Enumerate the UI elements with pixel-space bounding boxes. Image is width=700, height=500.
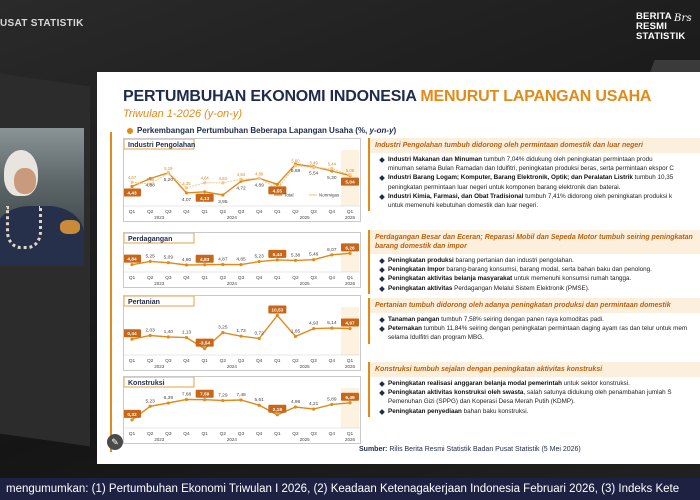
insight-item [382,275,700,283]
chart-svg-3 [124,377,360,443]
insight-item [382,334,700,342]
quarter-tick: Q2 [292,359,299,364]
quarter-tick: Q1 [201,432,208,437]
source-tag: USAT STATISTIK [0,18,84,29]
insight-box-2 [368,298,700,344]
data-point [203,347,206,350]
chart-title: Konstruksi [128,379,165,387]
quarter-tick: Q2 [219,432,227,437]
data-label: 7,59 [199,392,210,398]
data-label: 5,23 [254,254,264,260]
quarter-tick: Q4 [183,276,190,281]
pen-tool-button[interactable]: ✎ [107,434,123,450]
insight-item-text: Pemenuhan Gizi (SPPG) dan Koperasi Desa Merah Putih (KDMP). [388,398,575,406]
data-label: 5,54 [308,171,319,177]
insight-item-bold: Peningkatan Impor [388,266,445,274]
data-point [348,173,351,176]
data-label-secondary: 4,31 [273,181,282,187]
quarter-tick: Q3 [165,432,172,437]
chart-panel-3 [123,376,361,444]
quarter-tick: Q1 [346,210,354,215]
data-label-secondary: 4,89 [255,171,264,177]
data-point [203,190,206,193]
insight-item-bold: Peternakan [388,325,422,333]
data-label-secondary: 4,67 [127,175,137,181]
data-point [130,263,133,266]
data-label: 4,83 [199,257,210,263]
data-label: 0,72 [254,331,264,337]
insight-list [370,156,700,210]
quarter-tick: Q1 [128,432,136,437]
data-label-secondary: 5,60 [291,158,300,164]
quarter-tick: Q1 [128,210,136,215]
data-label: 1,40 [163,329,174,335]
quarter-tick: Q3 [237,432,245,437]
quarter-tick: Q3 [310,210,317,215]
quarter-tick: Q1 [201,359,208,364]
quarter-tick: Q3 [310,359,317,364]
data-label: 4,80 [181,258,192,263]
quarter-tick: Q2 [219,276,227,281]
insight-list [370,380,700,416]
data-point [167,261,170,264]
presenter-brooch [60,220,80,234]
quarter-tick: Q2 [292,276,299,281]
quarter-tick: Q4 [255,359,263,364]
data-label: 10,53 [271,308,284,314]
quarter-tick: Q1 [346,359,354,364]
data-label-secondary: 5,49 [309,160,318,166]
data-label: 1,65 [290,329,301,335]
insight-item-text: minuman selama Bulan Ramadan dan Idulfitri, peningkatan produksi beras, serta permintaan ekspor C [388,165,674,173]
quarter-tick: Q2 [292,210,299,215]
data-label: 6,26 [345,246,355,252]
data-point [276,258,279,261]
quarter-tick: Q1 [274,359,281,364]
insight-item [382,257,700,265]
insight-item-bold: Peningkatan aktivitas konstruksi oleh swasta [388,389,524,397]
presenter-video-feed [0,128,84,266]
data-point [276,413,279,416]
quarter-tick: Q1 [201,210,208,215]
data-label: 4,72 [236,186,246,192]
year-tick: 2026 [344,215,356,220]
data-label: 5,14 [327,321,337,327]
quarter-tick: Q2 [292,432,299,437]
insight-item-text: tumbuh 7,41% didorong oleh peningkatan produksi k [523,192,673,200]
insight-item [382,325,700,333]
insight-item [382,389,700,397]
data-point [294,164,297,167]
quarter-tick: Q2 [146,359,154,364]
data-label: 1,73 [236,329,246,335]
data-label: 4,84 [127,257,137,263]
insight-heading: Pertanian tumbuh didorong oleh adanya peningkatan produksi dan permintaan domestik [370,298,700,313]
chart-heading-text: Perkembangan Pertumbuhan Beberapa Lapangan Usaha (%, [137,126,370,135]
data-label: 5,44 [272,252,283,258]
data-point [276,314,279,317]
data-label: 3,25 [218,325,228,331]
insight-item-text: untuk sektor konstruksi. [561,380,630,387]
quarter-tick: Q4 [255,276,263,281]
chart-title: Pertanian [128,298,160,306]
data-label: 2,03 [145,328,155,334]
data-point [258,260,261,263]
chart-panel-0 [123,138,361,222]
data-label-secondary: 4,35 [182,180,191,186]
insight-item [382,202,700,210]
quarter-tick: Q2 [219,359,227,364]
data-label: 3,95 [218,200,228,205]
data-label: 4,93 [308,321,319,327]
data-label: 5,25 [145,254,155,260]
insight-box-1 [368,230,700,294]
chart-heading-bullet [127,128,133,134]
insight-item [382,316,700,324]
data-point [312,408,315,411]
data-label: 4,07 [181,197,192,203]
data-label: 7,48 [236,393,246,399]
insight-item-text: bahan baku konstruksi. [461,407,529,415]
data-label: 4,13 [199,196,210,202]
quarter-tick: Q4 [328,276,336,281]
data-point [294,259,297,262]
insight-list [370,316,700,343]
quarter-tick: Q3 [165,359,172,364]
logo-line1: BERITA [636,11,672,22]
data-point [258,337,261,340]
data-point [167,335,170,338]
chart-svg-1 [124,233,360,287]
data-label: 5,46 [308,252,319,258]
data-point [330,327,333,330]
data-label: -3,54 [199,341,211,347]
insight-item-bold: Peningkatan aktivitas belanja masyarakat [388,275,513,283]
quarter-tick: Q4 [183,432,190,437]
data-point [239,398,242,401]
insight-heading: Industri Pengolahan tumbuh didorong oleh permintaan domestik dan luar negeri [370,138,700,153]
data-point [149,334,152,337]
quarter-tick: Q4 [255,210,263,215]
data-label: 5,89 [327,397,337,403]
data-point [203,398,206,401]
quarter-tick: Q1 [274,210,281,215]
data-label: 5,20 [163,177,174,183]
data-label: 4,21 [308,402,319,408]
insight-item-text: , salah satunya didukung oleh penambahan jumlah S [523,389,672,397]
quarter-tick: Q1 [201,276,208,281]
brs-logo [636,11,692,42]
insight-item [382,156,700,164]
insight-item-bold: Industri Kimia, Farmasi, dan Obat Tradisional [388,192,524,200]
data-point [294,405,297,408]
data-label: 4,85 [236,257,246,263]
chart-heading [127,126,396,135]
data-label: 1,13 [181,330,192,336]
quarter-tick: Q3 [310,276,317,281]
data-label-secondary: 5,19 [164,165,173,171]
insight-item-bold: Peningkatan produksi [388,257,454,264]
insight-item-bold: Industri Makanan dan Minuman [388,156,483,163]
data-label: 5,04 [345,180,355,186]
year-tick: 2024 [226,364,237,369]
quarter-tick: Q2 [219,210,227,215]
data-label: 5,68 [290,169,301,175]
data-point [130,418,133,421]
insight-item-text: tumbuh 7,58% seiring dengan panen raya komoditas padi. [439,316,604,323]
data-point [348,252,351,255]
quarter-tick: Q3 [310,432,317,437]
data-label: 7,29 [218,393,228,399]
year-tick: 2026 [344,364,356,369]
insight-item [382,398,700,406]
logo-line2: RESMI [636,21,668,32]
data-point [185,336,188,339]
data-label: 5,38 [290,253,301,259]
chart-heading-unit: y-on-y [369,126,394,135]
quarter-tick: Q4 [328,432,336,437]
data-label: 5,09 [163,255,174,261]
data-label: 4,87 [218,257,228,263]
year-tick: 2025 [299,281,310,286]
data-label: 4,98 [290,399,301,405]
data-label-secondary: 4,64 [200,175,209,181]
data-point [239,263,242,266]
year-tick: 2024 [226,437,237,442]
slide-title-main: PERTUMBUHAN EKONOMI INDONESIA [123,88,421,105]
insight-item [382,266,700,274]
data-point [130,338,133,341]
quarter-tick: Q1 [346,432,354,437]
data-point [167,401,170,404]
chart-title: Perdagangan [128,235,173,243]
quarter-tick: Q4 [183,359,190,364]
data-label-secondary: 5,08 [345,167,355,173]
chart-legend [274,193,340,198]
quarter-tick: Q1 [274,276,281,281]
data-point [258,404,261,407]
data-label-secondary: 5,44 [327,161,336,167]
data-label: 0,44 [127,332,137,338]
insight-item-text: untuk memenuhi konsumsi rumah tangga. [512,275,632,283]
current-quarter-shade [341,307,359,355]
insight-item-bold: Industri Barang Logam; Komputer, Barang Elektronik, Optik; dan Peralatan Listrik [388,174,633,182]
chart-svg-0 [124,139,360,221]
data-point [130,181,133,184]
source-label: Sumber: [359,446,388,453]
quarter-tick: Q1 [128,359,136,364]
data-point [221,263,224,266]
quarter-tick: Q3 [165,210,172,215]
data-label: 4,43 [127,191,137,197]
data-label: 4,89 [254,183,264,189]
chart-title: Industri Pengolahan [128,141,196,149]
quarter-tick: Q4 [255,432,263,437]
data-point [239,178,242,181]
quarter-tick: Q2 [146,432,154,437]
data-point [185,263,188,266]
data-label-secondary: 4,84 [236,172,246,178]
insight-item-bold: Peningkatan penyediaan [388,407,462,415]
data-point [149,260,152,263]
data-point [348,401,351,404]
timeline-bar [110,132,112,452]
quarter-tick: Q1 [128,276,136,281]
insight-item-text: peningkatan permintaan luar negeri untuk komponen barang elektronik dan baterai. [388,183,621,191]
presenter-necklace [6,206,42,249]
presentation-slide [97,72,700,464]
data-point [221,193,224,196]
data-point [294,335,297,338]
year-tick: 2025 [299,215,310,220]
data-point [312,327,315,330]
insight-item-text: untuk memenuhi kebutuhan domestik dan luar negeri. [388,202,539,210]
year-tick: 2024 [226,281,237,286]
insight-item [382,380,700,388]
insight-item-text: selama Idulfitri dan program MBG. [388,334,484,342]
data-label: 5,30 [327,176,337,181]
logo-brs-script: Brs [674,13,692,24]
slide-title [123,88,651,106]
insight-item-text: tumbuh 11,84% seiring dengan peningkatan permintaan daging ayam ras dan telur untuk mem [421,325,688,333]
chart-heading-end: ) [393,126,397,135]
insight-heading: Perdagangan Besar dan Eceran; Reparasi Mobil dan Sepeda Motor tumbuh seiring peningkatan barang domestik dan impor [370,230,700,254]
chart-panel-2 [123,295,361,371]
quarter-tick: Q2 [146,276,154,281]
insight-item [382,165,700,173]
legend-label-total: Total [284,192,294,198]
year-tick: 2023 [154,281,165,286]
legend-label-nonmigas: Nonmigas [319,192,340,198]
data-point [185,191,188,194]
source-note [359,446,581,453]
year-tick: 2025 [299,364,310,369]
data-label: 5,61 [254,398,264,404]
data-label: 0,32 [127,412,137,418]
year-tick: 2025 [299,437,310,442]
data-point [167,171,170,174]
insight-list [370,257,700,293]
quarter-tick: Q3 [165,276,172,281]
quarter-tick: Q4 [328,359,336,364]
year-tick: 2026 [344,437,356,442]
data-label: 4,97 [345,321,355,327]
insight-heading: Konstruksi tumbuh sejalan dengan peningkatan aktivitas konstruksi [370,362,700,377]
data-point [221,331,224,334]
year-tick: 2023 [154,437,165,442]
data-point [258,177,261,180]
data-point [185,186,188,189]
data-point [348,327,351,330]
data-point [221,399,224,402]
quarter-tick: Q3 [237,276,245,281]
insight-item [382,193,700,201]
presenter-face [14,168,36,194]
insight-box-0 [368,138,700,211]
data-label: 4,88 [145,183,155,189]
logo-line3: STATISTIK [636,31,686,42]
slide-subtitle: Triwulan 1-2026 (y-on-y) [123,108,243,120]
year-tick: 2023 [154,215,165,220]
quarter-tick: Q4 [328,210,336,215]
data-label: 2,18 [272,407,283,413]
data-label: 7,68 [181,392,192,398]
insight-item-bold: Tanaman pangan [388,316,440,323]
insight-item-text: tumbuh 7,04% didukung oleh peningkatan permintaan produ [482,156,653,163]
news-ticker: mengumumkan: (1) Pertumbuhan Ekonomi Triwulan I 2026, (2) Keadaan Ketenagakerjaan Indonesia Februari 2026, (3) Indeks Kete [0,478,700,500]
data-label: 5,23 [145,399,155,405]
data-point [203,181,206,184]
data-point [203,263,206,266]
data-point [130,185,133,188]
data-point [312,258,315,261]
quarter-tick: Q3 [237,359,245,364]
data-label: 4,55 [272,189,283,195]
insight-item-bold: Peningkatan aktivitas [388,284,453,292]
quarter-tick: Q3 [237,210,245,215]
data-label: 6,49 [345,395,355,401]
insight-item-text: Perdagangan Melalui Sistem Elektronik (PMSE). [452,284,590,292]
chart-panel-1 [123,232,361,288]
chart-svg-2 [124,296,360,370]
source-text: Rilis Berita Resmi Statistik Badan Pusat Statistik (5 Mei 2026) [387,446,581,453]
insight-item [382,408,700,416]
insight-item [382,184,700,192]
data-point [185,398,188,401]
insight-item-text: barang pertanian dan industri pengolahan. [453,257,574,264]
data-label-secondary: 4,56 [146,177,155,183]
insight-item [382,174,700,182]
slide-title-accent: MENURUT LAPANGAN USAHA [420,88,652,105]
data-point [330,253,333,256]
quarter-tick: Q1 [274,432,281,437]
year-tick: 2023 [154,364,165,369]
insight-item-text: barang-barang konsumsi, barang modal, serta bahan baku dan penolong. [444,266,652,274]
data-point [239,335,242,338]
data-label: 6,07 [327,247,337,253]
data-point [221,181,224,184]
insight-item-bold: Peningkatan realisasi anggaran belanja modal pemerintah [388,380,562,387]
quarter-tick: Q4 [183,210,190,215]
insight-item [382,285,700,293]
data-point [330,403,333,406]
data-point [330,167,333,170]
data-label: 6,39 [163,396,174,402]
data-point [149,405,152,408]
year-tick: 2024 [226,215,237,220]
data-label-secondary: 4,63 [218,175,227,181]
insight-box-3 [368,362,700,417]
quarter-tick: Q1 [346,276,354,281]
year-tick: 2026 [344,281,356,286]
data-point [312,166,315,169]
insight-item-text: tumbuh 10,35 [632,174,674,182]
quarter-tick: Q2 [146,210,154,215]
